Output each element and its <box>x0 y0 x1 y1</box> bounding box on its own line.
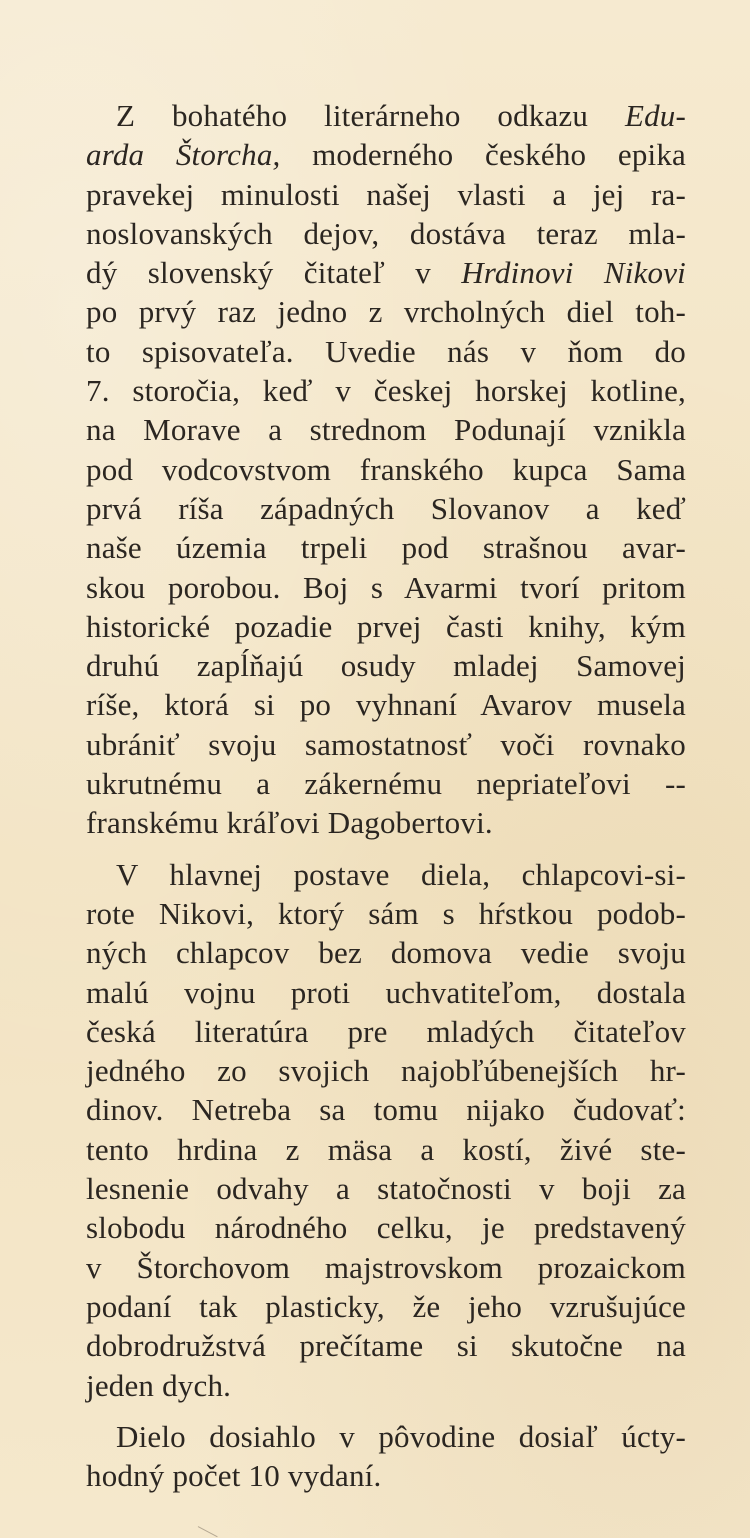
line-text: pod vodcovstvom franského kupca Sama <box>86 451 686 487</box>
italic-text: Edu- <box>624 98 686 133</box>
italic-text: arda Štorcha, <box>86 137 281 173</box>
line-text: dinov. Netreba sa tomu nijako čudovať: <box>86 1092 686 1128</box>
text-line <box>86 332 686 371</box>
text-line <box>86 855 686 894</box>
text-line <box>86 1012 686 1051</box>
line-text: pravekej minulosti našej vlasti a jej ra- <box>86 176 686 212</box>
line-text: Z bohatého literárneho odkazu <box>116 98 625 133</box>
text-line <box>86 1456 686 1495</box>
line-text: ukrutnému a zákernému nepriateľovi -- <box>86 766 686 802</box>
line-text: tento hrdina z mäsa a kostí, živé ste- <box>86 1131 686 1167</box>
line-text: franskému kráľovi Dagobertovi. <box>86 805 493 841</box>
line-text: V hlavnej postave diela, chlapcovi-si- <box>116 856 686 892</box>
text-line <box>86 96 686 135</box>
line-text: noslovanských dejov, dostáva teraz mla- <box>86 215 686 251</box>
line-text: podaní tak plasticky, že jeho vzrušujúce <box>86 1288 686 1324</box>
line-text: jedného zo svojich najobľúbenejších hr- <box>86 1053 686 1089</box>
text-line <box>86 253 686 292</box>
line-text: lesnenie odvahy a statočnosti v boji za <box>86 1171 686 1207</box>
line-text: jeden dych. <box>86 1367 232 1403</box>
text-line <box>86 410 686 449</box>
text-line <box>86 646 686 685</box>
text-line <box>86 214 686 253</box>
line-text: malú vojnu proti uchvatiteľom, dostala <box>86 974 686 1010</box>
paper-mark <box>198 1514 224 1538</box>
line-text: ríše, ktorá si po vyhnaní Avarov musela <box>86 687 686 723</box>
line-text: historické pozadie prvej časti knihy, kým <box>86 608 686 644</box>
text-line <box>86 1130 686 1169</box>
line-text: v Štorchovom majstrovskom prozaickom <box>86 1249 686 1285</box>
text-line <box>86 1208 686 1247</box>
text-line <box>86 450 686 489</box>
line-text: skou porobou. Boj s Avarmi tvorí pritom <box>86 569 686 605</box>
text-line <box>86 371 686 410</box>
italic-text: Hrdinovi Nikovi <box>461 255 686 291</box>
text-line <box>86 803 686 842</box>
line-text: po prvý raz jedno z vrcholných diel toh- <box>86 294 686 330</box>
text-line <box>86 489 686 528</box>
text-line <box>86 1090 686 1129</box>
line-text: ubrániť svoju samostatnosť voči rovnako <box>86 726 686 762</box>
line-text: hodný počet 10 vydaní. <box>86 1458 382 1494</box>
line-text: Dielo dosiahlo v pôvodine dosiaľ úcty- <box>116 1418 686 1454</box>
line-text: dý slovenský čitateľ v <box>86 255 462 291</box>
text-line <box>86 725 686 764</box>
text-line <box>86 292 686 331</box>
line-text: prvá ríša západných Slovanov a keď <box>86 490 686 526</box>
text-line <box>86 1248 686 1287</box>
text-line <box>86 933 686 972</box>
blurb-text <box>86 96 686 1495</box>
line-text: česká literatúra pre mladých čitateľov <box>86 1013 686 1049</box>
text-line <box>86 135 686 174</box>
text-line <box>86 568 686 607</box>
text-line <box>86 1366 686 1405</box>
text-line <box>86 685 686 724</box>
line-text: rote Nikovi, ktorý sám s hŕstkou podob- <box>86 895 686 931</box>
line-text: na Morave a strednom Podunají vznikla <box>86 412 686 448</box>
line-text: dobrodružstvá prečítame si skutočne na <box>86 1328 686 1364</box>
text-line <box>86 175 686 214</box>
text-line <box>86 1169 686 1208</box>
line-text: druhú zapĺňajú osudy mladej Samovej <box>86 648 686 684</box>
text-line <box>86 973 686 1012</box>
text-line <box>86 1326 686 1365</box>
line-text: naše územia trpeli pod strašnou avar- <box>86 530 686 566</box>
line-text: ných chlapcov bez domova vedie svoju <box>86 935 686 971</box>
text-line <box>86 528 686 567</box>
text-line <box>86 1051 686 1090</box>
text-line <box>86 894 686 933</box>
paragraph <box>86 855 686 1405</box>
text-line <box>86 1417 686 1456</box>
text-line <box>86 607 686 646</box>
line-text: moderného českého epika <box>280 137 686 173</box>
paragraph <box>86 96 686 843</box>
line-text: 7. storočia, keď v českej horskej kotline, <box>86 373 686 409</box>
line-text: to spisovateľa. Uvedie nás v ňom do <box>86 333 686 369</box>
line-text: slobodu národného celku, je predstavený <box>86 1210 686 1246</box>
text-line <box>86 764 686 803</box>
paragraph <box>86 1417 686 1496</box>
text-line <box>86 1287 686 1326</box>
